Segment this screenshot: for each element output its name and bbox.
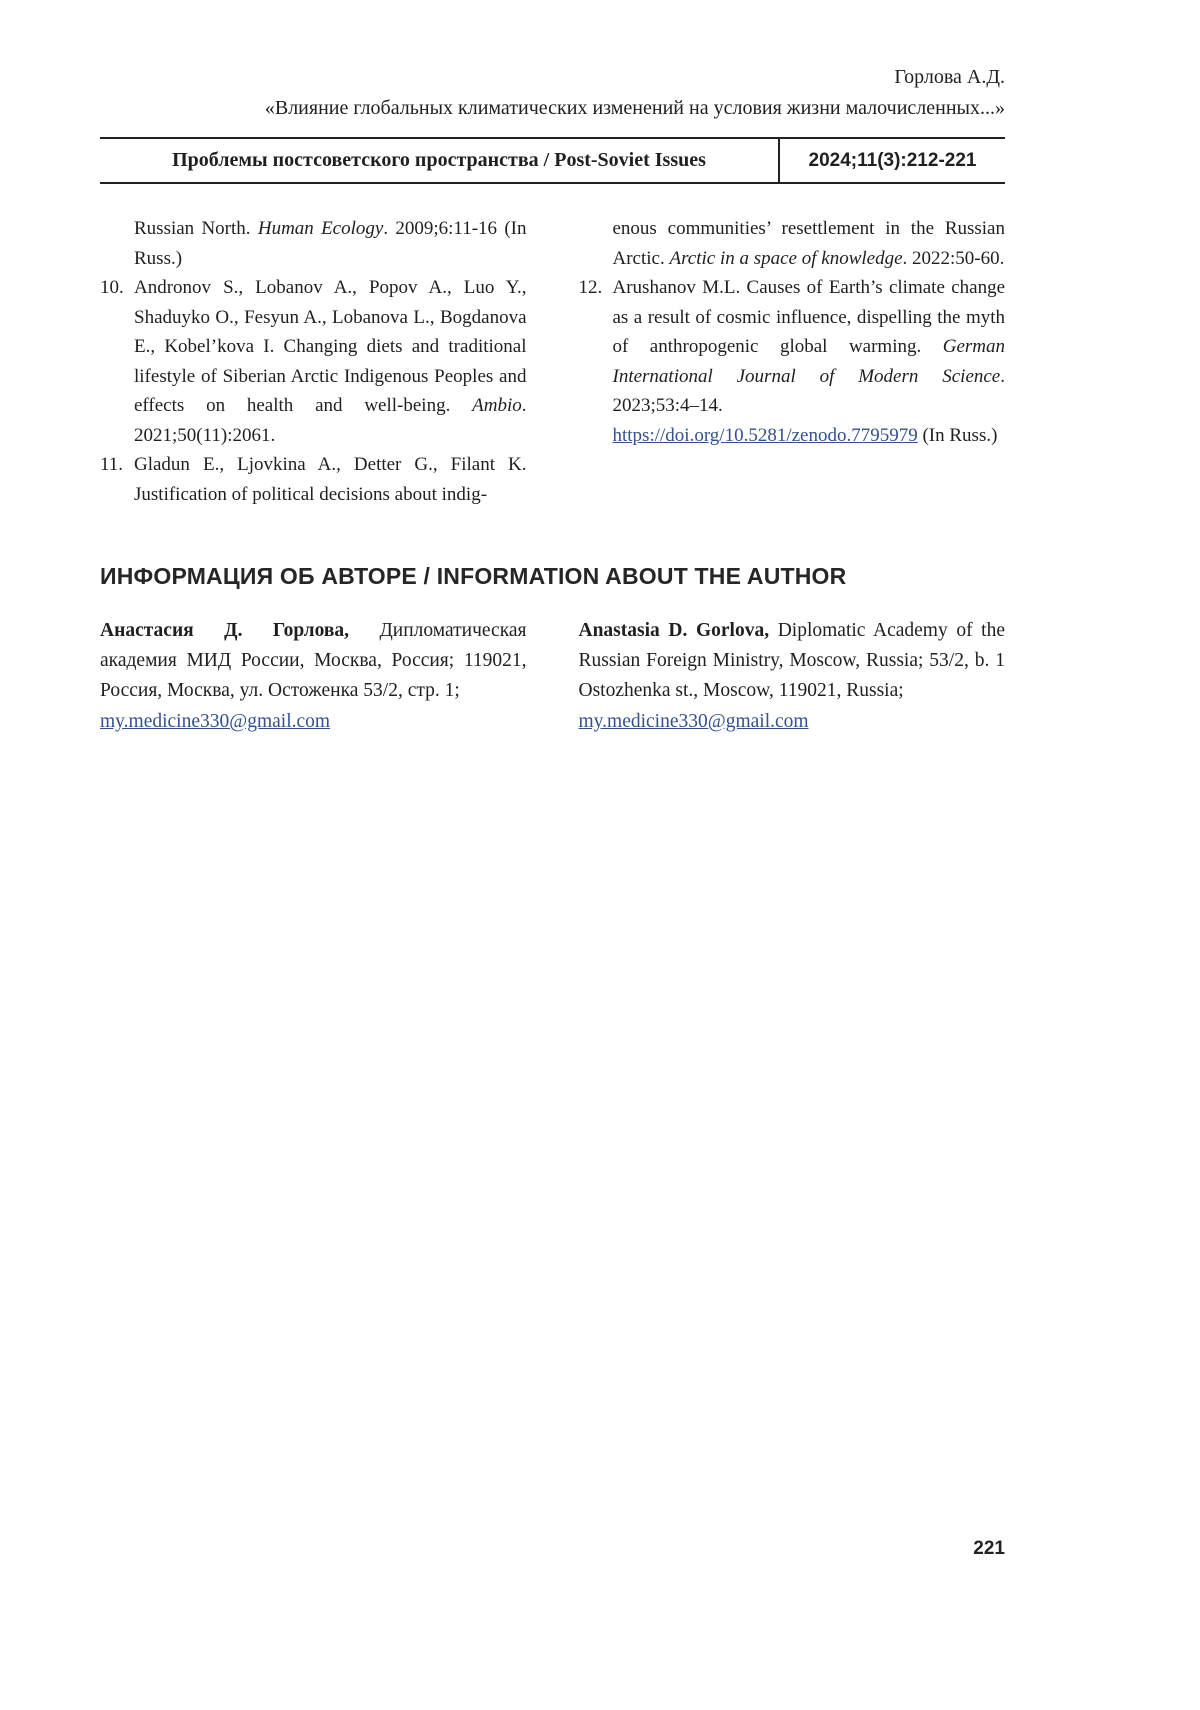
doi-link[interactable]: https://doi.org/10.5281/zenodo.7795979 [612,424,918,446]
running-head-title-quote: «Влияние глобальных климатических изменений на условия жизни малочисленных...» [264,97,1005,119]
about-author-heading: ИНФОРМАЦИЯ ОБ АВТОРЕ / INFORMATION ABOUT THE AUTHOR [100,563,847,589]
reference-item [579,273,1006,450]
reference-text: Russian North. Human Ecology. 2009;6:11-16 (In Russ.) [134,218,527,269]
reference-number: 12. [578,277,603,298]
reference-item [579,214,1006,273]
journal-bar [100,137,1005,184]
reference-item [100,273,527,450]
reference-text: Arushanov M.L. Causes of Earth’s climate change as a result of cosmic influence, dispelling the myth of anthropogenic global warming. German International Journal of Modern Science. 2023;53:4–14. https://doi.org/10.5281/zenodo.7795979 (In Russ.) [612,277,1005,446]
journal-issue: 2024;11(3):212-221 [778,139,1005,182]
reference-number: 10. [100,277,124,298]
reference-text: Andronov S., Lobanov A., Popov A., Luo Y., Shaduyko O., Fesyun A., Lobanova L., Bogdanova E., Kobel’kova I. Changing diets and traditional lifestyle of Siberian Arctic Indigenous Peoples and effects on health and well-being. Ambio. 2021;50(11):2061. [134,277,527,446]
email-link-en[interactable]: my.medicine330@gmail.com [578,711,809,732]
journal-title: Проблемы постсоветского пространства / Post-Soviet Issues [172,149,706,171]
author-info-section [100,616,1005,737]
reference-item [100,214,527,273]
references-left-column [100,214,527,509]
reference-item [100,450,527,509]
reference-text: enous communities’ resettlement in the Russian Arctic. Arctic in a space of knowledge. 2022:50-60. [612,218,1005,269]
references-right-column [579,214,1006,509]
author-paragraph-ru: Анастасия Д. Горлова, Дипломатическая академия МИД России, Москва, Россия; 119021, Россия, Москва, ул. Остоженка 53/2, стр. 1; [100,620,527,701]
running-head-author: Горлова А.Д. [894,66,1005,88]
references-section [100,214,1005,509]
email-link-ru[interactable]: my.medicine330@gmail.com [100,711,331,732]
page-number: 221 [973,1538,1005,1559]
article-page [100,0,1005,1710]
reference-number: 11. [100,454,124,475]
running-head [100,0,1005,124]
author-paragraph-en: Anastasia D. Gorlova, Diplomatic Academy of the Russian Foreign Ministry, Moscow, Russia; 53/2, b. 1 Ostozhenka st., Moscow, 119021, Russia; [578,620,1006,701]
reference-text: Gladun E., Ljovkina A., Detter G., Filant K. Justification of political decisions about indig- [134,454,527,505]
author-info-ru [100,616,527,737]
author-info-en [579,616,1006,737]
